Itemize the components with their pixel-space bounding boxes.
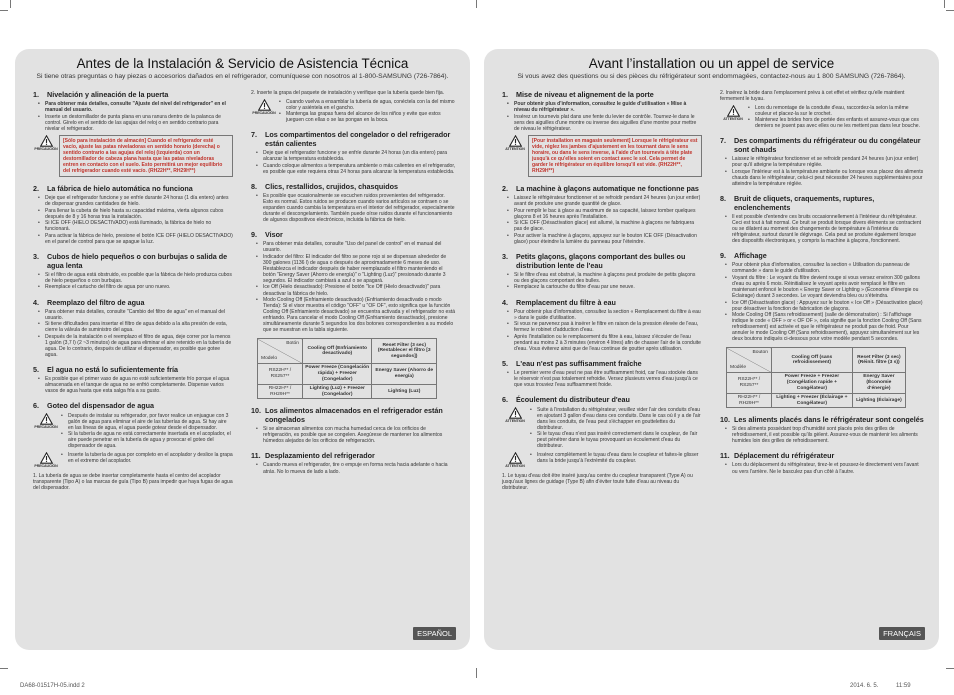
list-item: • Ice Off (Hielo desactivado): Presione el botón "Ice Off (Hielo desactivado)" para desactivar la fábrica de hielo. (263, 284, 456, 296)
list-item: • Pour activer la machine à glaçons, appuyez sur le bouton ICE OFF (Désactivation glace) pour éteindre la lumière du panneau pour l'éteindre. (514, 233, 702, 245)
list-item: • Laissez le réfrigérateur fonctionner et se refroidir pendant 24 heures (un jour entier) avant de produire une grande quantité de glace. (514, 195, 702, 207)
list-item: • Ice Off (Désactivation glace) : Appuyez sur le bouton « Ice Off » (Désactivation glace) pour désactiver la fonction de fabrication de glaçons. (732, 300, 925, 312)
caution-note: ATTENTION • Insérez complètement le tuyau d'eau dans le coupleur et faites-le glisser dans la bride jusqu'à l'extrémité du coupleur. (502, 452, 702, 468)
caution-note: PRECAUCIÓN [Sólo para instalación de almacén] Cuando el refrigerador esté vacío, ajuste las patas niveladoras en sentido horario (derecha) o sentido contrario a las agujas del reloj (izquierda) con un destornillador de cabeza plana hasta que las patas niveladoras entren en contacto con el suelo. Esto permitirá un mejor equilibrio del refrigerador cuando esté vacío. (RH22H**, RH29H**) (33, 135, 233, 177)
caution-note: ATTENTION • Lors du remontage de la conduite d'eau, raccordez-la selon la même couleur et placez-la sur le crochet. • Maintenez les brides hors de portée des enfants et assurez-vous que ces derniers ne jouent pas avec elles ou ne les mettent pas dans leur bouche. (720, 105, 925, 129)
step-text: 2. Insérez la bride dans l'emplacement prévu à cet effet et vérifiez qu'elle maintient fermement le tuyau. (720, 90, 905, 103)
list-item: • Si des aliments possédant trop d'humidité sont placés près des grilles de refroidissement, il est possible qu'ils gèlent. Assurez-vous de maintenir les aliments humides loin des grilles de refroidissement. (732, 426, 925, 444)
caution-note: PRECAUCIÓN • Cuando vuelva a ensamblar la tubería de agua, conéctela con la del mismo color y asiéntela en el gancho. • Mantenga las grapas fuera del alcance de los niños y evite que estos jueguen con ellas o se las pongan en la boca. (251, 99, 456, 123)
list-item: • Lorsque l'intérieur est à la température ambiante ou lorsque vous placez des aliments chauds dans le réfrigérateur, celui-ci peut nécessiter 24 heures supplémentaires pour atteindre la température réglée. (732, 169, 925, 187)
language-tab: FRANÇAIS (879, 627, 925, 640)
section-5-heading: 5. El agua no está lo suficientemente fría (33, 364, 179, 374)
list-item: • Laissez le réfrigérateur fonctionner et se refroidir pendant 24 heures (un jour entier) pour qu'il atteigne la température réglée. (732, 156, 925, 168)
section-9-heading: 9. Visor (251, 230, 283, 240)
button-table: Botón Modelo Cooling Off (Enfriamiento desactivado) Reset Filter (3 sec) (Restablecer el filtro [3 segundos]) RS22H** / RS257** Power Freeze (Congelación rápida) + Freezer (Congelador) Energy Saver (Ahorro de energía) RH22H** / RH29H** Lighting (Luz) + Freezer (Congelador) Lighting (Luz) (257, 338, 437, 399)
section-2-heading: 2. La fábrica de hielo automática no funciona (33, 184, 193, 194)
list-item: • Si se almacenan alimentos con mucha humedad cerca de los orificios de refrigeración, es posible que se congelen. Asegúrese de mantener los alimentos húmedos alejados de los orificios de refrigeración. (263, 426, 456, 444)
column-1 (502, 90, 702, 491)
section-1-heading: 1. Nivelación y alineación de la puerta (33, 90, 169, 99)
caution-note: ATTENTION • Suite à l'installation du réfrigérateur, veuillez vider l'air des conduits d'eau en ajoutant 3 gallon d'eau dans ces conduits. Dans le cas où il y a de l'air dans les conduits, de l'eau peut s'échapper en gouttelettes du distributeur. • Si le tuyau d'eau n'est pas inséré correctement dans le coupleur, de l'air peut pénétrer dans le tuyau provoquant un écoulement d'eau du distributeur. (502, 407, 702, 449)
list-item: • Si vous ne parvenez pas à insérer le filtre en raison de la pression élevée de l'eau, fermez le robinet d'adduction d'eau. (514, 321, 702, 333)
section-11-heading: 11. Déplacement du réfrigérateur (720, 451, 835, 461)
footnote: 1. La tubería de agua se debe insertar completamente hasta el centro del acoplador transparente (Tipo A) o las marcas de guía (Tipo B) para impedir que haya fugas de agua del dispensador. (33, 473, 233, 492)
list-item: • Pour obtenir plus d'information, consultez la section « Utilisation du panneau de commande » dans le guide d'utilisation. (732, 262, 925, 274)
caution-note: PRECAUCIÓN • Después de instalar su refrigerador, por favor realice un enjuague con 3 galón de agua para eliminar el aire de las tuberías de agua. Si hay aire en las líneas de agua, el agua puede gotear desde el dispensador. • Si la tubería de agua no está correctamente insertada en el acoplador, el aire puede penetrar en la tubería de agua y provocar el goteo del dispensador de agua. (33, 413, 233, 449)
list-item: • Modo Cooling Off (Enfriamiento desactivado) (Enfriamiento desactivado o modo Tienda): Si el visor muestra el código "OFF" u "OF OF", esto significa que la función Cooling Off (Enfriamiento desactivado) se encuentra activada y el refrigerador no está enfriando. Para cancelar el modo Cooling Off (Enfriamiento desactivado), presione simultáneamente durante 5 segundos los dos botones correspondientes a su modelo que se muestran en la tabla siguiente. (263, 297, 456, 333)
list-item: • Cuando mueva el refrigerador, tire o empuje en forma recta hacia adelante o hacia atrás. No lo mueva de lado a lado. (263, 462, 456, 474)
column-2 (720, 90, 925, 475)
section-3-heading: 3. Petits glaçons, glaçons comportant des bulles ou distribution lente de l'eau (502, 251, 686, 270)
step-text: 2. Inserte la grapa del paquete de instalación y verifique que la tubería quede bien fija. (251, 90, 445, 96)
warning-triangle-icon (40, 413, 53, 425)
list-item: • Si ICE OFF (Désactivation glace) est allumé, la machine à glaçons ne fabriquera pas de glace. (514, 220, 702, 232)
section-6-heading: 6. Écoulement du distributeur d'eau (502, 395, 630, 404)
button-table: Bouton Modèle Cooling Off (sans refroidissement) Reset Filter (3 sec) (Réinit. filtre (3 s)) RS22H** / RS257** Power Freeze + Freezer (Congélation rapide + Congélateur) Energy Saver (Économie d'énergie) RH22H** / RH29H** Lighting + Freezer (Éclairage + Congélateur) Lighting (Éclairage) (726, 347, 906, 408)
footer-time: 11:59 (896, 683, 911, 689)
list-item: • Deje que el refrigerador funcione y se enfríe durante 24 horas (1 día entero) antes de dispensar grandes cantidades de hielo. (45, 195, 233, 207)
section-8-heading: 8. Clics, restallidos, crujidos, chasquidos (251, 181, 399, 191)
language-tab: ESPAÑOL (413, 627, 456, 640)
footer-file: DA68-01517H-05.indd 2 (20, 683, 85, 689)
footnote: 1. Le tuyau d'eau doit être inséré jusqu'au centre du coupleur transparent (Type A) ou jusqu'aux lignes de guidage (Type B) afin d'éviter toute fuite d'eau au niveau du distributeur. (502, 473, 693, 492)
section-7-heading: 7. Des compartiments du réfrigérateur ou du congélateur sont chauds (720, 136, 921, 155)
section-6-heading: 6. Goteo del dispensador de agua (33, 401, 155, 411)
column-2 (251, 90, 456, 475)
list-item: • Si ICE OFF (HIELO DESACTIVADO) está iluminado, la fábrica de hielo no funcionará. (45, 220, 233, 232)
list-item: • Para obtener más detalles, consulte "Ajuste del nivel del refrigerador" en el manual del usuario. (45, 101, 233, 113)
warning-triangle-icon (727, 105, 740, 117)
spanish-panel (15, 49, 470, 650)
warning-triangle-icon (509, 135, 522, 147)
list-item: • Si le filtre d'eau est obstrué, la machine à glaçons peut produire de petits glaçons ou des glaçons comportant des bulles. (514, 272, 702, 284)
caution-note: ATTENTION [Pour installation en magasin seulement] Lorsque le réfrigérateur est vide, réglez les jambes d'ajustement en les tournant dans le sens horaire, ou dans le sens inverse, à l'aide d'un tournevis à tête plate jusqu'à ce qu'elles soient en contact avec le sol. Cela permet de garder le réfrigérateur en équilibre lorsqu'il est vide. (RH22H**, RH29H**) (502, 135, 702, 177)
warning-triangle-icon (40, 452, 53, 464)
section-9-heading: 9. Affichage (720, 251, 767, 261)
list-item: • Deje que el refrigerador funcione y se enfríe durante 24 horas (un día entero) para alcanzar la temperatura establecida. (263, 150, 456, 162)
warning-triangle-icon (258, 99, 271, 111)
list-item: • Le premier verre d'eau peut ne pas être suffisamment froid, car l'eau stockée dans le réservoir n'est pas totalement refroidie. Versez plusieurs verres d'eau jusqu'à ce que vous trouviez l'eau suffisamment froide. (514, 370, 702, 388)
list-item: • Para obtener más detalles, consulte "Cambio del filtro de agua" en el manual del usuario. (45, 309, 233, 321)
list-item: • Pour obtenir plus d'information, consultez la section « Remplacement du filtre à eau » dans le guide d'utilisation. (514, 309, 702, 321)
warning-triangle-icon (40, 135, 53, 147)
section-10-heading: 10. Les aliments placés dans le réfrigérateur sont congelés (720, 415, 924, 425)
section-1-heading: 1. Mise de niveau et alignement de la porte (502, 90, 654, 99)
page-title: Antes de la Instalación & Servicio de Asistencia Técnica (76, 56, 409, 71)
warning-triangle-icon (509, 407, 522, 419)
page-subtitle: Si tiene otras preguntas o hay piezas o accesorios dañados en el refrigerador, comuníquese con nosotros al 1-800-SAMSUNG (726-7864). (36, 73, 449, 80)
list-item: • Indicador del filtro: El indicador del filtro se pone rojo si se dispensan alrededor de 300 galones (1136 l) de agua o después de aproximadamente 6 meses de uso. Restablezca el indicador después de haber reemplazado el filtro manteniendo el botón "Energy Saver (Ahorro de energía)" o "Lighting (Luz)" presionado durante 3 segundos. El indicador cambiará a azul o se apagará. (263, 254, 456, 284)
list-item: • Après l'installation ou le remplacement du filtre à eau, laissez s'écouler de l'eau pendant au moins 2 à 3 minutes (environ 4 litres) afin de chasser l'air de la conduite d'eau. Vous éviterez ainsi que de l'eau continue de goutter après utilisation. (514, 334, 702, 352)
section-7-heading: 7. Los compartimentos del congelador o del refrigerador están calientes (251, 130, 451, 149)
list-item: • Pour remplir le bac à glace au maximum de sa capacité, laissez tomber quelques glaçons 8 et 16 heures après l'installation. (514, 208, 702, 220)
list-item: • Después de la instalación o el reemplazo el filtro de agua, deje correr por la menos 1 galón (3,7 l) (2 ~3 minutos) de agua para eliminar el aire retenido en la tubería de agua. De lo contrario, después de utilizar el dispensador, es posible que gotee agua. (45, 334, 233, 358)
section-10-heading: 10. Los alimentos almacenados en el refrigerador están congelados (251, 406, 443, 425)
list-item: • Insérez un tournevis plat dans une fente du levier de contrôle. Tournez-le dans le sens des aiguilles d'une montre ou inverse des aiguilles d'une montre pour mettre de niveau le réfrigérateur. (514, 114, 702, 132)
list-item: • Remplacez la cartouche du filtre d'eau par une neuve. (514, 284, 702, 290)
section-1-list (33, 101, 233, 132)
list-item: • Pour obtenir plus d'information, consultez le guide d'utilisation « Mise à niveau du réfrigérateur ». (514, 101, 702, 113)
list-item: • Lors du déplacement du réfrigérateur, tirez-le et poussez-le directement vers l'avant ou vers l'arrière. Ne le basculez pas d'un côté à l'autre. (732, 462, 925, 474)
caution-note: PRECAUCIÓN • Inserte la tubería de agua por completo en el acoplador y deslice la grapa en el extremo del acoplador. (33, 452, 233, 468)
list-item: • Inserte un destornillador de punta plana en una ranura dentro de la palanca de control. Gírelo en el sentido de las agujas del reloj o en sentido contrario para nivelar el refrigerador. (45, 114, 233, 132)
list-item: • Es posible que el primer vaso de agua no esté suficientemente frío porque el agua almacenada en el tanque de agua no se enfrió completamente. Dispense varios vasos de agua hasta que esta salga fría a su gusto. (45, 376, 233, 394)
page-subtitle: Si vous avez des questions ou si des pièces du réfrigérateur sont endommagées, contactez-nous au 1 800 SAMSUNG (726-7864). (517, 73, 906, 80)
footer-date: 2014. 6. 5. (850, 683, 879, 689)
section-5-heading: 5. L'eau n'est pas suffisamment fraîche (502, 358, 642, 368)
list-item: • Si el filtro de agua está obstruido, es posible que la fábrica de hielo produzca cubos de hielo pequeños o con burbujas. (45, 272, 233, 284)
list-item: • Voyant du filtre : Le voyant du filtre devient rouge si vous versez environ 300 gallons d'eau ou après 6 mois. Réinitialisez le voyant après avoir remplacé le filtre en maintenant enfoncé le bouton « Energy Saver or Lighting » (Économie d'énergie ou Éclairage) durant 3 secondes. Le voyant deviendra bleu ou s'éteindra. (732, 275, 925, 299)
list-item: • Para llenar la cubeta de hielo hasta su capacidad máxima, vierta algunos cubos después de 8 y 16 horas tras la instalación. (45, 208, 233, 220)
section-4-heading: 4. Remplacement du filtre à eau (502, 297, 616, 307)
column-1 (33, 90, 233, 491)
list-item: • Mode Cooling Off (Sans refroidissement) (salle de démonstration) : Si l'affichage indique le code « OFF » or « OF OF », cela signifie que la fonction Cooling Off (Sans refroidissement) est activée et que le réfrigérateur ne produit pas de froid. Pour annuler le mode Cooling Off (Sans refroidissement), appuyez simultanément sur les deux boutons indiqués ci-dessous pour votre modèle pendant 5 secondes. (732, 312, 925, 342)
warning-triangle-icon (509, 452, 522, 464)
section-11-heading: 11. Desplazamiento del refrigerador (251, 451, 375, 461)
section-4-heading: 4. Reemplazo del filtro de agua (33, 297, 145, 307)
section-3-heading: 3. Cubos de hielo pequeños o con burbujas o salida de agua lenta (33, 251, 228, 270)
list-item: • Reemplace el cartucho del filtro de agua por uno nuevo. (45, 284, 233, 290)
page-title: Avant l’installation ou un appel de service (588, 56, 835, 71)
list-item: • Si tiene dificultades para insertar el filtro de agua debido a la alta presión de esta, cierre la válvula de suministro del agua. (45, 321, 233, 333)
section-8-heading: 8. Bruit de cliquets, craquements, ruptures, enclenchements (720, 194, 875, 213)
french-panel (484, 49, 939, 650)
list-item: • Il est possible d'entendre ces bruits occasionnellement à l'intérieur du réfrigérateur. Ceci est tout à fait normal. Ce bruit se produit lorsque divers éléments se contractent ou se dilatent au moment des changements de température à l'intérieur du réfrigérateur, surtout durant le dégivrage. Cela peut se produire également lorsque des dispositifs électroniques, y compris la machine à glaçons, fonctionnent. (732, 214, 925, 244)
list-item: • Para activar la fábrica de hielo, presione el botón ICE OFF (HIELO DESACTIVADO) en el panel de control para que se apague la luz. (45, 233, 233, 245)
list-item: • Para obtener más detalles, consulte "Uso del panel de control" en el manual del usuario. (263, 241, 456, 253)
list-item: • Es posible que ocasionalmente se escuchen ruidos provenientes del refrigerador. Esto es normal. Estos ruidos se producen cuando varios artículos se contraen o se expanden cuando cambia la temperatura en el interior del refrigerador, especialmente durante el descongelamiento. También puede oírse ruidos durante el funcionamiento de algunos dispositivos electrónicos, incluida la fábrica de hielo. (263, 193, 456, 223)
list-item: • Cuando coloque alimentos a temperatura ambiente o más calientes en el refrigerador, es posible que este requiera otras 24 horas para alcanzar la temperatura establecida. (263, 163, 456, 175)
section-2-heading: 2. La machine à glaçons automatique ne fonctionne pas (502, 184, 699, 194)
